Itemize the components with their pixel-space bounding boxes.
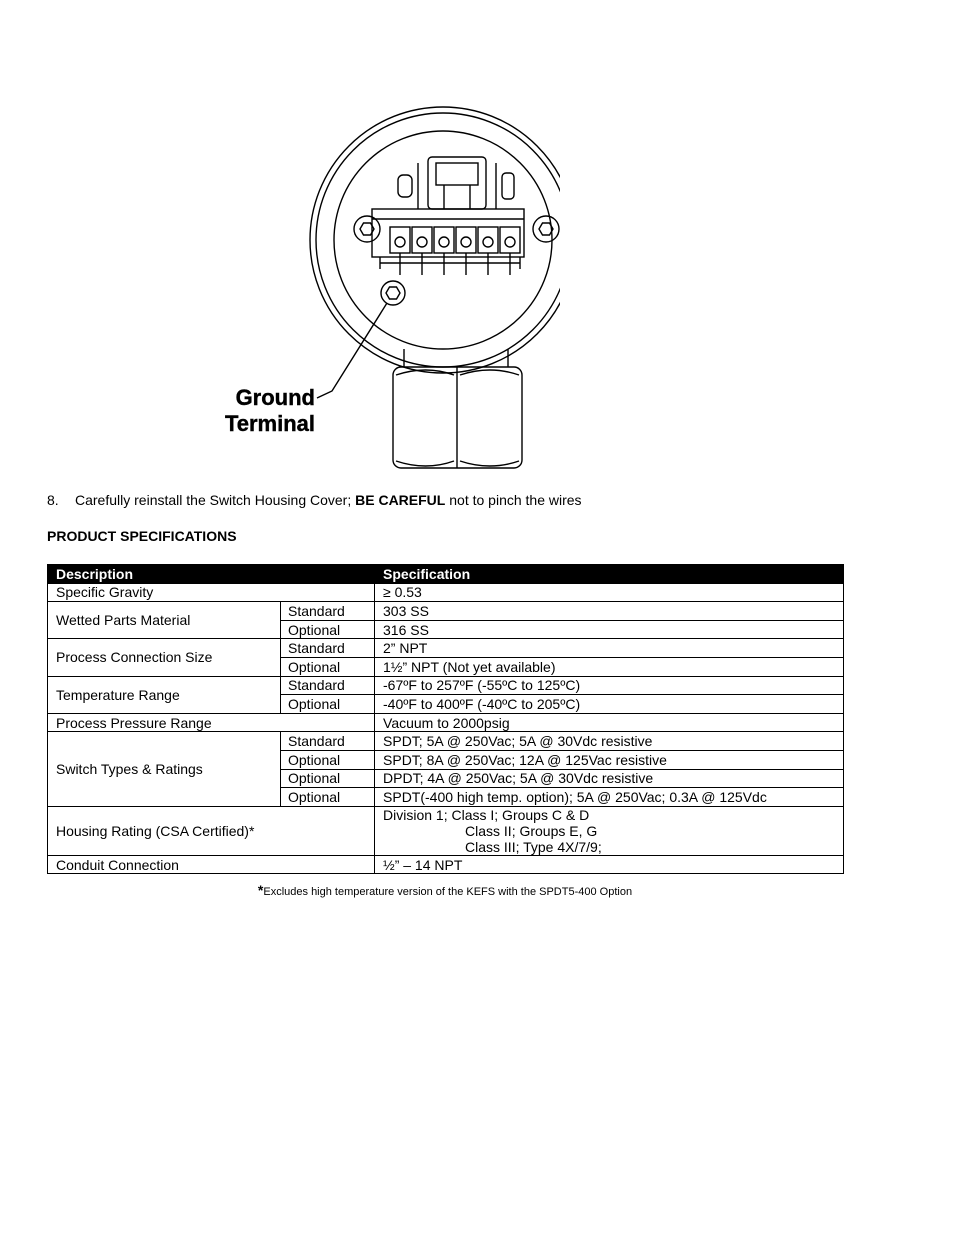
row-option: Standard <box>281 639 375 658</box>
row-value: -67ºF to 257ºF (-55ºC to 125ºC) <box>375 676 844 695</box>
step-8 <box>47 492 582 508</box>
row-option: Optional <box>281 620 375 639</box>
step-emphasis: BE CAREFUL <box>355 492 446 508</box>
terminal-block <box>390 227 520 253</box>
step-text-after: not to pinch the wires <box>445 492 582 508</box>
row-option: Optional <box>281 657 375 676</box>
right-mount-bolt <box>533 216 559 242</box>
step-number: 8. <box>47 492 59 508</box>
table-row <box>48 583 844 602</box>
row-value: 316 SS <box>375 620 844 639</box>
switch-housing-diagram <box>200 85 560 477</box>
switch-body <box>428 157 486 209</box>
row-value: DPDT; 4A @ 250Vac; 5A @ 30Vdc resistive <box>375 769 844 788</box>
mounting-plate <box>372 209 524 257</box>
housing-line-3: Class III; Type 4X/7/9; <box>465 838 602 855</box>
step-text-before: Carefully reinstall the Switch Housing Cover; <box>75 492 356 508</box>
row-option: Optional <box>281 769 375 788</box>
row-value: 2” NPT <box>375 639 844 658</box>
row-option: Standard <box>281 602 375 621</box>
row-label: Switch Types & Ratings <box>48 732 281 806</box>
table-row <box>48 713 844 732</box>
row-label: Conduit Connection <box>48 855 375 874</box>
row-label: Wetted Parts Material <box>48 602 281 639</box>
row-option: Optional <box>281 695 375 714</box>
figure-label-terminal: Terminal <box>224 411 315 436</box>
row-value: Vacuum to 2000psig <box>375 713 844 732</box>
row-label: Housing Rating (CSA Certified)* <box>48 806 375 855</box>
housing-line-1: Division 1; Class I; Groups C & D <box>383 806 590 823</box>
product-specifications-table <box>47 564 844 874</box>
footnote-text: Excludes high temperature version of the KEFS with the SPDT5-400 Option <box>263 886 633 898</box>
row-value-multiline <box>375 806 844 855</box>
row-label: Temperature Range <box>48 676 281 713</box>
row-option: Standard <box>281 676 375 695</box>
table-row <box>48 806 844 855</box>
row-option: Optional <box>281 788 375 807</box>
left-mount-bolt <box>354 216 380 242</box>
ground-leader-line <box>317 303 387 398</box>
row-option: Optional <box>281 750 375 769</box>
table-header-row <box>48 565 844 584</box>
row-label: Process Pressure Range <box>48 713 375 732</box>
row-option: Standard <box>281 732 375 751</box>
row-value: SPDT; 5A @ 250Vac; 5A @ 30Vdc resistive <box>375 732 844 751</box>
row-value: SPDT; 8A @ 250Vac; 12A @ 125Vac resistive <box>375 750 844 769</box>
row-label: Specific Gravity <box>48 583 375 602</box>
table-row <box>48 732 844 751</box>
footnote-star: * <box>257 882 264 898</box>
row-label: Process Connection Size <box>48 639 281 676</box>
table-row <box>48 602 844 621</box>
row-value: -40ºF to 400ºF (-40ºC to 205ºC) <box>375 695 844 714</box>
table-footnote <box>47 882 843 898</box>
ground-screw <box>381 281 405 305</box>
row-value: ½” – 14 NPT <box>375 855 844 874</box>
table-row <box>48 676 844 695</box>
header-specification: Specification <box>375 565 844 584</box>
figure-label-ground: Ground <box>235 385 315 410</box>
row-value: SPDT(-400 high temp. option); 5A @ 250Vac; 0.3A @ 125Vdc <box>375 788 844 807</box>
section-heading: PRODUCT SPECIFICATIONS <box>47 528 237 544</box>
housing-outer-ring <box>310 107 560 373</box>
table-row <box>48 639 844 658</box>
row-value: ≥ 0.53 <box>375 583 844 602</box>
header-description: Description <box>48 565 375 584</box>
row-value: 303 SS <box>375 602 844 621</box>
table-row <box>48 855 844 874</box>
row-value: 1½” NPT (Not yet available) <box>375 657 844 676</box>
housing-line-2: Class II; Groups E, G <box>465 822 598 839</box>
